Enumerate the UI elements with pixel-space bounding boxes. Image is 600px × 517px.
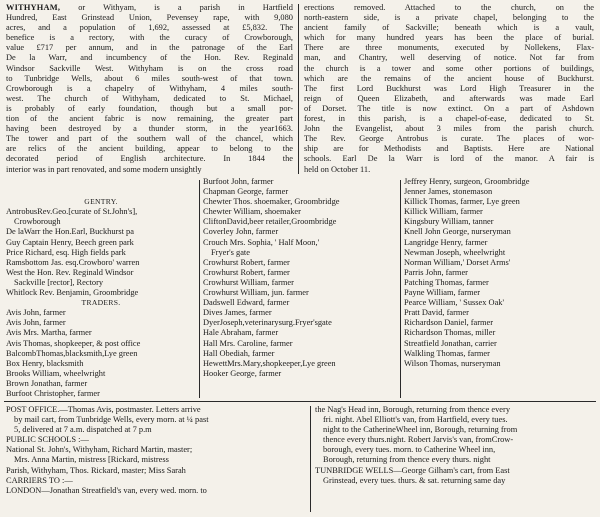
top-left-line: tion of the ancient fabric is now remaining, the greater part <box>6 114 293 124</box>
dir-col1-line: Brown Jonathan, farmer <box>6 378 88 388</box>
bottom-left-line: POST OFFICE.—Thomas Avis, postmaster. Letters arrive <box>6 405 201 414</box>
top-right-line: of Dorset. The title is now extinct. On a part of Ashdown <box>304 103 594 113</box>
column-divider-dir-2 <box>400 180 401 398</box>
dir-col2-line: Chapman George, farmer <box>203 187 289 197</box>
bottom-left-line: Mrs. Anna Martin, mistress [Rickard, mistress <box>14 455 169 465</box>
dir-col2-line: Crowhurst William, jun. farmer <box>203 288 309 298</box>
dir-col3-line: Richardson Daniel, farmer <box>404 318 494 328</box>
top-left-line: benefice is a rectory, with the curacy of Crowborough, <box>6 33 293 43</box>
description-right-column <box>304 3 594 175</box>
directory-column-2 <box>203 177 397 379</box>
top-right-line: John the Evangelist, about 3 miles from the parish church. <box>304 124 594 134</box>
dir-col1-line: Brooks William, wheelwright <box>6 368 106 378</box>
dir-col2-line: DyerJoseph,veterinarysurg.Fryer'sgate <box>203 318 332 328</box>
top-left-line: interior was in part renovated, and some modern unsightly <box>6 164 202 174</box>
column-divider-dir-1 <box>199 180 200 398</box>
top-left-line: to Tunbridge Wells, about 6 miles south-west of that town. <box>6 73 293 83</box>
top-left-line: Crowborough is a chapelry of Withyham, 4 miles south- <box>6 83 293 93</box>
dir-col1-line: West the Hon. Rev. Reginald Windsor <box>6 267 134 277</box>
description-right-lines <box>304 3 594 175</box>
bottom-left-line: 5, delivered at 7 a.m. dispatched at 7 p.m <box>14 425 152 435</box>
dir-col2-line: Burfoot John, farmer <box>203 177 274 186</box>
bottom-left-line: National St. John's, Withyham, Richard Martin, master; <box>6 445 193 455</box>
top-right-line: which are the remains of the ancient house of Buckhurst. <box>304 73 594 83</box>
top-left-line: WITHYHAM, or Withyam, is a parish in Hartfield <box>6 3 293 12</box>
top-left-line: are relics of the ancient building, appear to belong to the <box>6 144 293 154</box>
place-heading: WITHYHAM, <box>6 3 61 12</box>
bottom-right-line: night to the CatherineWheel inn, Borough, returning from <box>323 425 518 435</box>
top-right-line: ship are for Methodists and Baptists. Here are National <box>304 144 594 154</box>
services-left-column <box>6 405 306 496</box>
column-divider-bottom <box>310 406 311 512</box>
top-right-line: schools. Earl De la Warr is lord of the manor. A fair is <box>304 154 594 164</box>
top-left-line: is probably of early foundation, though but a small por- <box>6 103 293 113</box>
directory-column-3-lines <box>404 177 594 369</box>
top-left-line: Windsor Sackville West. Withyham is on the cross road <box>6 63 293 73</box>
dir-col3-line: Wilson Thomas, nurseryman <box>404 358 501 368</box>
top-left-line: De la Warr, and incumbency of the Hon. Rev. Reginald <box>6 53 293 63</box>
top-right-line: The Rev. George Antrobus is curate. The places of wor- <box>304 134 594 144</box>
top-left-line: acres, and a population of 1,692, assessed at £5,832. The <box>6 23 293 33</box>
directory-column-1-lines <box>6 177 196 399</box>
dir-col2-line: Crowhurst Robert, farmer <box>203 267 290 277</box>
dir-col2-line: Chewter William, shoemaker <box>203 207 301 217</box>
description-left-lines <box>6 3 293 175</box>
dir-col3-line: Killick Thomas, farmer, Lye green <box>404 197 520 207</box>
dir-col2-line: Hooker George, farmer <box>203 368 282 378</box>
dir-col3-line: Payne William, farmer <box>404 288 481 298</box>
top-left-line: decorated period of English architecture. In 1844 the <box>6 154 293 164</box>
dir-col1-line: Whitlock Rev. Benjamin, Groombridge <box>6 288 139 298</box>
bottom-right-line: the Nag's Head inn, Borough, returning from thence every <box>315 405 511 414</box>
dir-col2-line: HewettMrs.Mary,shopkeeper,Lye green <box>203 358 336 368</box>
dir-col3-line: Pearce William, ' Sussex Oak' <box>404 298 504 308</box>
bottom-right-line: borough, every tues. morn. to Catherine Wheel inn, <box>323 445 496 455</box>
bottom-left-line: LONDON—Jonathan Streatfield's van, every wed. morn. to <box>6 485 207 495</box>
dir-col3-line: Killick William, farmer <box>404 207 483 217</box>
dir-col1-line: Guy Captain Henry, Beech green park <box>6 237 134 247</box>
description-left-column <box>6 3 293 175</box>
top-right-line: erections removed. Attached to the church, on the <box>304 3 594 12</box>
dir-col1-line <box>6 187 196 197</box>
column-divider-top <box>298 4 299 174</box>
dir-col3-line: Walkling Thomas, farmer <box>404 348 490 358</box>
dir-col1-line: GENTRY. <box>84 197 118 207</box>
dir-col2-line: Fryer's gate <box>211 247 250 257</box>
directory-column-3 <box>404 177 594 369</box>
top-right-line: The first Lord Buckhurst was Lord High Treasurer in the <box>304 83 594 93</box>
dir-col3-line: Norman William,' Dorset Arms' <box>404 257 511 267</box>
top-right-line: forest, in this parish, is a chapel-of-ease, dedicated to St. <box>304 114 594 124</box>
directory-column-1 <box>6 177 196 399</box>
dir-col1-line: Box Henry, blacksmith <box>6 358 84 368</box>
dir-col2-line: Chewter Thos. shoemaker, Groombridge <box>203 197 340 207</box>
dir-col3-line: Kingsbury William, tanner <box>404 217 494 227</box>
dir-col1-line: Avis Thomas, shopkeeper, & post office <box>6 338 141 348</box>
dir-col1-line: Price Richard, esq. High fields park <box>6 247 126 257</box>
top-left-line: Hundred, East Grinstead Union, Pevensey rape, with 9,080 <box>6 13 293 23</box>
top-right-line: man, and Chantry, well deserving of notice. Not far from <box>304 53 594 63</box>
dir-col2-line: Hall Obediah, farmer <box>203 348 275 358</box>
dir-col2-line: Dadswell Edward, farmer <box>203 298 290 308</box>
dir-col1-line: Avis John, farmer <box>6 318 66 328</box>
top-left-line: value £717 per annum, and in the patronage of the Earl <box>6 43 293 53</box>
bottom-left-line: Parish, Withyham, Thos. Rickard, master; Miss Sarah <box>6 465 186 475</box>
dir-col1-line: Avis Mrs. Martha, farmer <box>6 328 92 338</box>
dir-col2-line: Crowhurst Robert, farmer <box>203 257 290 267</box>
dir-col2-line: Hale Abraham, farmer <box>203 328 279 338</box>
bottom-right-line: TUNBRIDGE WELLS—George Gilham's cart, from East <box>315 465 510 475</box>
bottom-left-line: by mail cart, from Tunbridge Wells, every morn. at ¼ past <box>14 415 209 425</box>
dir-col1-line: Burfoot Christopher, farmer <box>6 388 100 398</box>
services-right-lines <box>315 405 595 486</box>
bottom-right-line: Borough, returning from thence every thurs. night <box>323 455 491 465</box>
top-right-line: which for many hundred years has been the place of burial. <box>304 33 594 43</box>
dir-col1-line: Avis John, farmer <box>6 308 66 318</box>
top-right-line: ancient family of Sackville; beneath which is a vault, <box>304 23 594 33</box>
dir-col1-line: Sackville [rector], Rectory <box>14 277 104 287</box>
bottom-right-line: fri. night. Abel Elliott's van, from Hartfield, every tues. <box>323 415 508 425</box>
top-left-line: The tower and part of the southern wall of the chancel, which <box>6 134 293 144</box>
dir-col2-line: Dives James, farmer <box>203 308 272 318</box>
dir-col1-line: TRADERS. <box>81 298 121 308</box>
dir-col3-line: Patching Thomas, farmer <box>404 277 489 287</box>
dir-col3-line: Knell John George, nurseryman <box>404 227 511 237</box>
dir-col3-line: Parris John, farmer <box>404 267 468 277</box>
dir-col3-line: Newman Joseph, wheelwright <box>404 247 506 257</box>
dir-col3-line: Pratt David, farmer <box>404 308 469 318</box>
dir-col1-line: De laWarr the Hon.Earl, Buckhurst pa <box>6 227 134 237</box>
dir-col2-line: Hall Mrs. Caroline, farmer <box>203 338 293 348</box>
top-right-line: north-eastern side, is a private chapel, belonging to the <box>304 13 594 23</box>
section-rule <box>4 401 596 402</box>
dir-col3-line: Langridge Henry, farmer <box>404 237 488 247</box>
services-left-lines <box>6 405 306 496</box>
top-left-line: having been destroyed by a thunder storm, in the year1663. <box>6 124 293 134</box>
top-left-line: west. The church of Withyham, dedicated to St. Michael, <box>6 93 293 103</box>
dir-col1-line <box>6 177 196 187</box>
top-right-line: There are three monuments, executed by Nollekens, Flax- <box>304 43 594 53</box>
bottom-right-line: thence every thurs.night. Robert Jarvis's van, fromCrow- <box>323 435 514 445</box>
dir-col1-line: BalcombThomas,blacksmith,Lye green <box>6 348 138 358</box>
dir-col1-line: Crowborough <box>14 217 61 227</box>
top-right-line: the church is a tower and some other portions of buildings, <box>304 63 594 73</box>
dir-col3-line: Streatfield Jonathan, carrier <box>404 338 497 348</box>
dir-col1-line: AntrobusRev.Geo.[curate of St.John's], <box>6 207 138 217</box>
bottom-left-line: CARRIERS TO :— <box>6 475 73 485</box>
dir-col2-line: Coverley John, farmer <box>203 227 279 237</box>
dir-col2-line: CliftonDavid,beer retailer,Groombridge <box>203 217 337 227</box>
bottom-left-line: PUBLIC SCHOOLS :— <box>6 435 89 445</box>
directory-column-2-lines <box>203 177 397 379</box>
dir-col3-line: Jeffrey Henry, surgeon, Groombridge <box>404 177 530 186</box>
dir-col3-line: Richardson Thomas, miller <box>404 328 496 338</box>
dir-col2-line: Crowhurst William, farmer <box>203 277 294 287</box>
dir-col3-line: Jenner James, stonemason <box>404 187 493 197</box>
bottom-right-line: Grinstead, every tues. thurs. & sat. returning same day <box>323 475 506 485</box>
dir-col1-line: Ramsbottom Jas. esq.Crowboro' warren <box>6 257 140 267</box>
top-right-line: held on October 11. <box>304 164 371 174</box>
dir-col2-line: Crouch Mrs. Sophia, ' Half Moon,' <box>203 237 320 247</box>
services-right-column <box>315 405 595 486</box>
top-right-line: reign of Queen Elizabeth, and afterwards was made Earl <box>304 93 594 103</box>
